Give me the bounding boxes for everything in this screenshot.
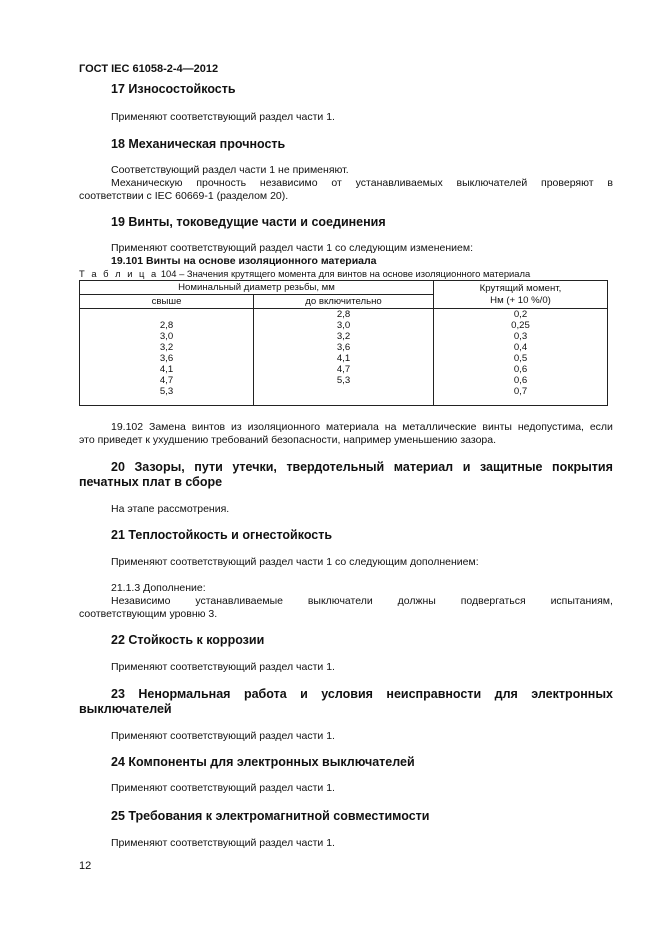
clause-19-102-line2: это приведет к ухудшению требований безопасности, например уменьшению зазора. bbox=[79, 434, 497, 446]
table-caption bbox=[79, 268, 530, 279]
section-22-heading: 22 Стойкость к коррозии bbox=[111, 633, 265, 647]
word: и bbox=[462, 460, 471, 474]
word: подвергаться bbox=[460, 595, 526, 607]
word: твердотельный bbox=[286, 460, 385, 474]
table-label: Т а б л и ц а bbox=[79, 268, 159, 279]
table-cell: 0,25 bbox=[511, 320, 530, 331]
word: прочность bbox=[196, 177, 247, 189]
section-23-heading-line2: выключателей bbox=[79, 702, 172, 716]
table-cell: 3,6 bbox=[336, 342, 351, 353]
word: электронных bbox=[531, 687, 613, 701]
word: материала bbox=[326, 421, 379, 433]
word: если bbox=[589, 421, 613, 433]
section-17-heading: 17 Износостойкость bbox=[111, 82, 236, 96]
word: 19.102 bbox=[111, 421, 144, 433]
table-cell: 0,2 bbox=[513, 309, 528, 320]
word: Замена bbox=[149, 421, 186, 433]
table-cell: 3,6 bbox=[159, 353, 174, 364]
section-19-101-heading: 19.101 Винты на основе изоляционного материала bbox=[111, 255, 377, 267]
table-cell: 3,2 bbox=[159, 342, 174, 353]
word: изоляционного bbox=[247, 421, 321, 433]
word: из bbox=[231, 421, 242, 433]
torque-table bbox=[79, 280, 608, 406]
word: неисправности bbox=[386, 687, 482, 701]
header-torque bbox=[434, 281, 608, 309]
word: от bbox=[331, 177, 342, 189]
section-20-text: На этапе рассмотрения. bbox=[111, 503, 230, 515]
word: недопустима, bbox=[517, 421, 584, 433]
word: винты bbox=[482, 421, 512, 433]
word: выключатели bbox=[307, 595, 373, 607]
word: независимо bbox=[259, 177, 318, 189]
clause-21-1-3: 21.1.3 Дополнение: bbox=[111, 582, 206, 594]
word: устанавливаемых bbox=[355, 177, 443, 189]
table-cell: 4,7 bbox=[159, 375, 174, 386]
word: винтов bbox=[191, 421, 226, 433]
header-torque-line2: Нм (+ 10 %/0) bbox=[490, 294, 551, 306]
word: в bbox=[607, 177, 613, 189]
word: Зазоры, bbox=[134, 460, 185, 474]
word: выключателей bbox=[456, 177, 528, 189]
section-23-text: Применяют соответствующий раздел части 1. bbox=[111, 730, 335, 742]
table-cell: 3,0 bbox=[159, 331, 174, 342]
word: и bbox=[300, 687, 308, 701]
standard-designation: ГОСТ IEC 61058-2-4—2012 bbox=[79, 63, 219, 75]
word: пути bbox=[194, 460, 223, 474]
word: 23 bbox=[111, 687, 125, 701]
clause-21-1-3-line2: соответствующим уровню 3. bbox=[79, 608, 218, 620]
table-cell: 4,1 bbox=[159, 364, 174, 375]
table-cell: 0,3 bbox=[513, 331, 528, 342]
header-above: свыше bbox=[80, 295, 254, 309]
table-cell: 0,6 bbox=[513, 375, 528, 386]
table-cell: 4,1 bbox=[336, 353, 351, 364]
header-upto: до включительно bbox=[254, 295, 434, 309]
word: устанавливаемые bbox=[195, 595, 283, 607]
section-17-text: Применяют соответствующий раздел части 1. bbox=[111, 111, 335, 123]
word: должны bbox=[397, 595, 436, 607]
word: на bbox=[384, 421, 397, 433]
word: Независимо bbox=[111, 595, 171, 607]
word: защитные bbox=[479, 460, 543, 474]
column-upto bbox=[254, 309, 434, 406]
clause-21-1-3-line1 bbox=[111, 595, 613, 608]
section-18-line2 bbox=[111, 177, 613, 190]
column-above bbox=[80, 309, 254, 406]
word: испытаниям, bbox=[550, 595, 613, 607]
table-cell: 0,6 bbox=[513, 364, 528, 375]
section-25-text: Применяют соответствующий раздел части 1. bbox=[111, 837, 335, 849]
table-cell: 2,8 bbox=[159, 320, 174, 331]
section-20-heading-line2: печатных плат в сборе bbox=[79, 475, 223, 489]
section-18-heading: 18 Механическая прочность bbox=[111, 137, 286, 151]
section-25-heading: 25 Требования к электромагнитной совместимости bbox=[111, 809, 430, 823]
table-cell: 2,8 bbox=[336, 309, 351, 320]
word: утечки, bbox=[232, 460, 277, 474]
word: покрытия bbox=[552, 460, 613, 474]
table-title: 104 – Значения крутящего момента для винтов на основе изоляционного материала bbox=[158, 268, 531, 279]
table-cell: 0,7 bbox=[513, 386, 528, 397]
word: условия bbox=[321, 687, 373, 701]
page-number: 12 bbox=[79, 860, 92, 872]
table-cell: 5,3 bbox=[336, 375, 351, 386]
word: для bbox=[494, 687, 518, 701]
section-19-text: Применяют соответствующий раздел части 1 со следующим изменением: bbox=[111, 242, 473, 254]
word: Механическую bbox=[111, 177, 183, 189]
table-cell: 3,0 bbox=[336, 320, 351, 331]
section-18-line3: соответствии с IEC 60669-1 (разделом 20). bbox=[79, 190, 289, 202]
table-cell: 0,5 bbox=[513, 353, 528, 364]
word: проверяют bbox=[541, 177, 594, 189]
section-22-text: Применяют соответствующий раздел части 1. bbox=[111, 661, 335, 673]
header-torque-line1: Крутящий момент, bbox=[479, 282, 562, 294]
clause-19-102-line1 bbox=[111, 421, 613, 434]
section-19-heading: 19 Винты, токоведущие части и соединения bbox=[111, 215, 386, 229]
section-21-heading: 21 Теплостойкость и огнестойкость bbox=[111, 528, 333, 542]
section-24-text: Применяют соответствующий раздел части 1. bbox=[111, 782, 335, 794]
table-cell: 5,3 bbox=[159, 386, 174, 397]
word: 20 bbox=[111, 460, 125, 474]
word: материал bbox=[393, 460, 454, 474]
column-torque bbox=[434, 309, 608, 406]
word: работа bbox=[243, 687, 287, 701]
table-cell: 3,2 bbox=[336, 331, 351, 342]
section-18-line1: Соответствующий раздел части 1 не применяют. bbox=[111, 164, 349, 176]
section-20-heading-line1 bbox=[111, 460, 613, 474]
section-23-heading-line1 bbox=[111, 687, 613, 701]
section-24-heading: 24 Компоненты для электронных выключателей bbox=[111, 755, 415, 769]
word: металлические bbox=[402, 421, 477, 433]
table-cell: 4,7 bbox=[336, 364, 351, 375]
table-cell: 0,4 bbox=[513, 342, 528, 353]
word: Ненормальная bbox=[138, 687, 231, 701]
header-diameter: Номинальный диаметр резьбы, мм bbox=[80, 281, 434, 295]
section-21-text: Применяют соответствующий раздел части 1 со следующим дополнением: bbox=[111, 556, 479, 568]
